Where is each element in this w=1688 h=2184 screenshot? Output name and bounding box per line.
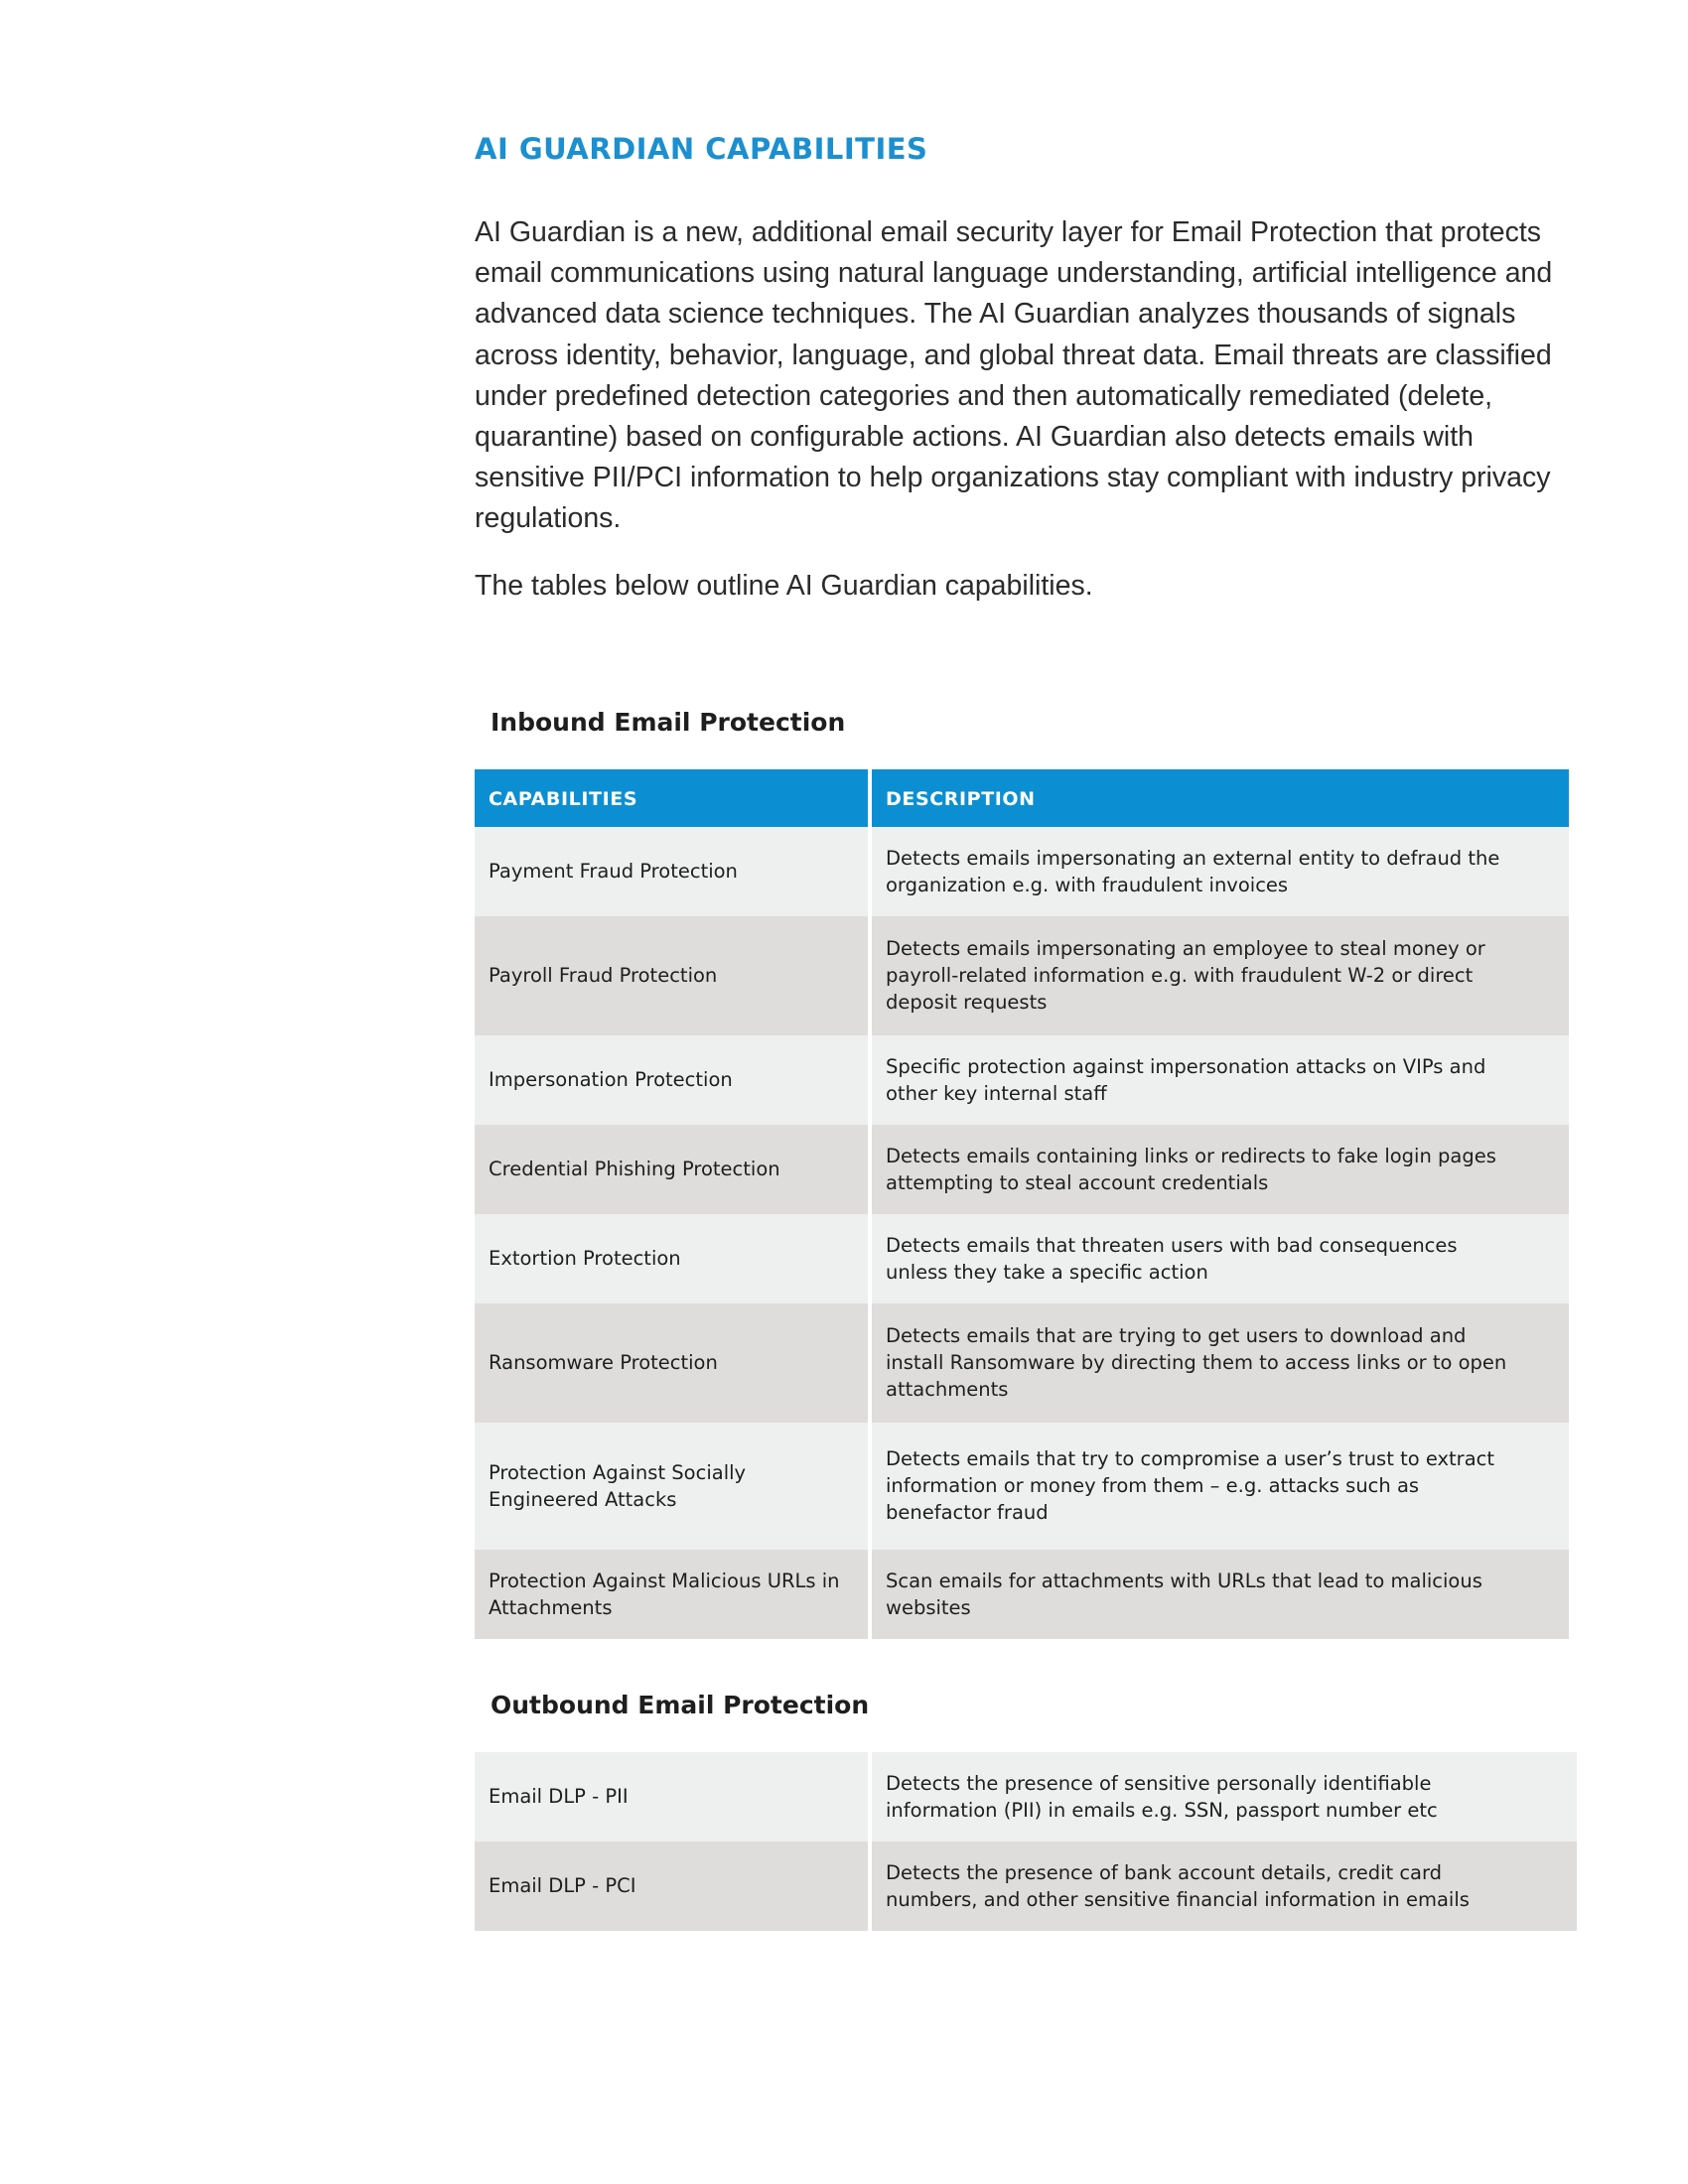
- tables-intro: The tables below outline AI Guardian capabilities.: [475, 569, 1093, 602]
- table-row: [475, 1842, 1577, 1931]
- outbound-table: [471, 1752, 1581, 1931]
- description-cell: Detects emails that try to compromise a user’s trust to extract information or money from them – e.g. attacks such as benefactor fraud: [872, 1423, 1569, 1550]
- table-row: [475, 827, 1569, 916]
- capability-cell: Protection Against Malicious URLs in Attachments: [475, 1550, 868, 1639]
- page-title: AI GUARDIAN CAPABILITIES: [475, 132, 928, 166]
- description-cell: Detects emails that are trying to get users to download and install Ransomware by directing them to access links or to open attachments: [872, 1303, 1569, 1423]
- table-row: [475, 1752, 1577, 1842]
- capability-cell: Protection Against Socially Engineered Attacks: [475, 1423, 868, 1550]
- table-row: [475, 1035, 1569, 1125]
- description-cell: Detects the presence of bank account details, credit card numbers, and other sensitive financial information in emails: [872, 1842, 1577, 1931]
- capabilities-column-header: CAPABILITIES: [475, 769, 868, 827]
- description-cell: Scan emails for attachments with URLs that lead to malicious websites: [872, 1550, 1569, 1639]
- table-row: [475, 1125, 1569, 1214]
- capability-cell: Credential Phishing Protection: [475, 1125, 868, 1214]
- inbound-table: [471, 769, 1573, 1639]
- description-cell: Detects the presence of sensitive personally identifiable information (PII) in emails e.g. SSN, passport number etc: [872, 1752, 1577, 1842]
- description-cell: Detects emails containing links or redirects to fake login pages attempting to steal account credentials: [872, 1125, 1569, 1214]
- description-cell: Specific protection against impersonation attacks on VIPs and other key internal staff: [872, 1035, 1569, 1125]
- capability-cell: Ransomware Protection: [475, 1303, 868, 1423]
- table-row: [475, 1303, 1569, 1423]
- capability-cell: Email DLP - PCI: [475, 1842, 868, 1931]
- table-row: [475, 1550, 1569, 1639]
- capability-cell: Payment Fraud Protection: [475, 827, 868, 916]
- table-row: [475, 916, 1569, 1035]
- capability-cell: Extortion Protection: [475, 1214, 868, 1303]
- outbound-heading: Outbound Email Protection: [491, 1690, 870, 1719]
- table-header-row: [475, 769, 1569, 827]
- table-row: [475, 1423, 1569, 1550]
- description-column-header: DESCRIPTION: [872, 769, 1569, 827]
- intro-paragraph: AI Guardian is a new, additional email security layer for Email Protection that protects email communications using natural language understanding, artificial intelligence and advanced data science techniques. The AI Guardian analyzes thousands of signals across identity, behavior, language, and global threat data. Email threats are classified under predefined detection categories and then automatically remediated (delete, quarantine) based on configurable actions. AI Guardian also detects emails with sensitive PII/PCI information to help organizations stay compliant with industry privacy regulations.: [475, 216, 1553, 535]
- inbound-heading: Inbound Email Protection: [491, 707, 846, 737]
- description-cell: Detects emails impersonating an employee to steal money or payroll-related information e.g. with fraudulent W-2 or direct deposit requests: [872, 916, 1569, 1035]
- capability-cell: Impersonation Protection: [475, 1035, 868, 1125]
- capability-cell: Email DLP - PII: [475, 1752, 868, 1842]
- description-cell: Detects emails impersonating an external entity to defraud the organization e.g. with fraudulent invoices: [872, 827, 1569, 916]
- table-row: [475, 1214, 1569, 1303]
- description-cell: Detects emails that threaten users with bad consequences unless they take a specific action: [872, 1214, 1569, 1303]
- capability-cell: Payroll Fraud Protection: [475, 916, 868, 1035]
- document-content: [475, 129, 1577, 1931]
